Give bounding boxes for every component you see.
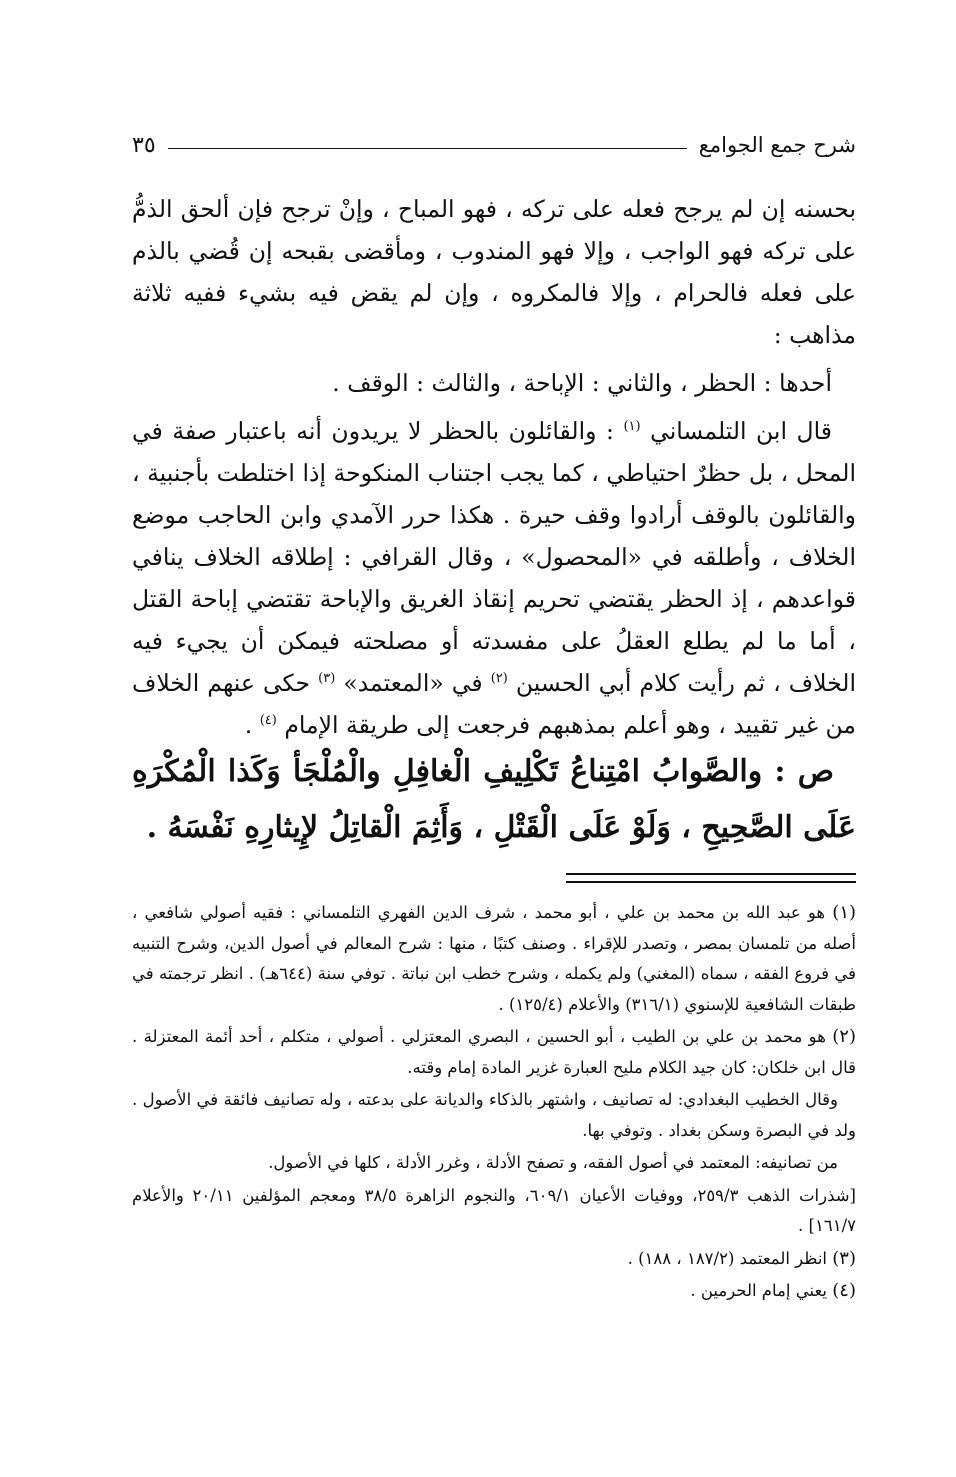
footnote-continuation: وقال الخطيب البغدادي: له تصانيف ، واشتهر بالذكاء والديانة على بدعته ، وله تصانيف فائقة في الأصول . ولد في البصرة وسكن بغداد . وتوفي بها. bbox=[132, 1090, 856, 1140]
main-text bbox=[132, 188, 856, 752]
footnote bbox=[132, 1244, 856, 1275]
footnote bbox=[132, 1022, 856, 1083]
book-title: شرح جمع الجوامع bbox=[698, 133, 856, 157]
footnote-number: (٢) bbox=[832, 1026, 856, 1047]
matn-text: ص : والصَّوابُ امْتِناعُ تَكْلِيفِ الْغافِلِ والْمُلْجَأ وَكَذا الْمُكْرَهِ عَلَى الصَّحِيحِ ، وَلَوْ عَلَى الْقَتْلِ ، وَأَثِمَ الْقاتِلُ لإِيثارِهِ نَفْسَهُ . bbox=[132, 754, 856, 845]
footnote-text: انظر المعتمد (١٨٧/٢ ، ١٨٨) . bbox=[627, 1248, 828, 1268]
footnote-number: (٤) bbox=[832, 1280, 856, 1301]
page-number: ٣٥ bbox=[132, 132, 156, 158]
footnote bbox=[132, 898, 856, 1020]
footnotes bbox=[132, 898, 856, 1309]
footnote-text: هو محمد بن علي بن الطيب ، أبو الحسين ، البصري المعتزلي . أصولي ، متكلم ، أحد أئمة المعتزلة . قال ابن خلكان: كان جيد الكلام مليح العبارة غزير المادة إمام وقته. bbox=[132, 1027, 856, 1077]
footnote-continuation: [شذرات الذهب ٢٥٩/٣، ووفيات الأعيان ٦٠٩/١، والنجوم الزاهرة ٣٨/٥ ومعجم المؤلفين ٢٠/١١ والأعلام ١٦١/٧] . bbox=[132, 1185, 856, 1235]
footnote-continuation: من تصانيفه: المعتمد في أصول الفقه، و تصفح الأدلة ، وغرر الأدلة ، كلها في الأصول. bbox=[268, 1153, 838, 1172]
footnote-text: هو عبد الله بن محمد بن علي ، أبو محمد ، شرف الدين الفهري التلمساني : فقيه أصولي شافعي ، أصله من تلمسان بمصر ، وتصدر للإقراء . وصنف كتبًا ، منها : شرح المعالم في أصول الدين، وشرح التنبيه في فروع الفقه ، سماه (المغني) ولم يكمله ، وشرح خطب ابن نباتة . توفي سنة (٦٤٤هـ) . انظر ترجمته في طبقات الشافعية للإسنوي (٣١٦/١) والأعلام (١٢٥/٤) . bbox=[132, 903, 857, 1014]
paragraph: أحدها : الحظر ، والثاني : الإباحة ، والثالث : الوقف . bbox=[332, 369, 832, 397]
text-run: . bbox=[244, 711, 253, 739]
footnote-ref[interactable]: (٣) bbox=[318, 671, 336, 687]
footnote-number: (١) bbox=[832, 902, 857, 923]
text-run: قال ابن التلمساني bbox=[650, 417, 832, 445]
footnote-ref[interactable]: (١) bbox=[623, 419, 641, 435]
text-run: : والقائلون بالحظر لا يريدون أنه باعتبار صفة في المحل ، بل حظرٌ احتياطي ، كما يجب اجتناب المنكوحة إذا اختلطت بأجنبية ، والقائلون بالوقف أرادوا وقف حيرة . هكذا حرر الآمدي وابن الحاجب موضع الخلاف ، وأطلقه في «المحصول» ، وقال القرافي : إطلاقه الخلاف ينافي قواعدهم ، إذ الحظر يقتضي تحريم إنقاذ الغريق والإباحة تقتضي إباحة القتل ، أما ما لم يطلع العقلُ على مفسدته أو مصلحته فيمكن أن يجيء فيه الخلاف ، ثم رأيت كلام أبي الحسين bbox=[132, 417, 857, 697]
header-rule bbox=[168, 148, 687, 149]
running-header bbox=[132, 128, 856, 162]
text-run: في «المعتمد» bbox=[343, 669, 483, 697]
footnote-separator bbox=[566, 873, 856, 883]
footnote bbox=[132, 1276, 856, 1307]
footnote-number: (٣) bbox=[832, 1247, 856, 1269]
footnote-ref[interactable]: (٤) bbox=[259, 713, 277, 729]
paragraph bbox=[132, 410, 856, 746]
footnote-ref[interactable]: (٢) bbox=[490, 671, 508, 687]
footnote-text: يعني إمام الحرمين . bbox=[690, 1281, 828, 1300]
text-run: حكى عنهم الخلاف من غير تقييد ، وهو أعلم بمذهبهم فرجعت إلى طريقة الإمام bbox=[132, 669, 856, 739]
paragraph: بحسنه إن لم يرجح فعله على تركه ، فهو المباح ، وإنْ ترجح فإن ألحق الذمُّ على تركه فهو الواجب ، وإلا فهو المندوب ، ومأقضى بقبحه إن قُضي بالذم على فعله فالحرام ، وإلا فالمكروه ، وإن لم يقض فيه بشيء ففيه ثلاثة مذاهب : bbox=[132, 195, 856, 349]
